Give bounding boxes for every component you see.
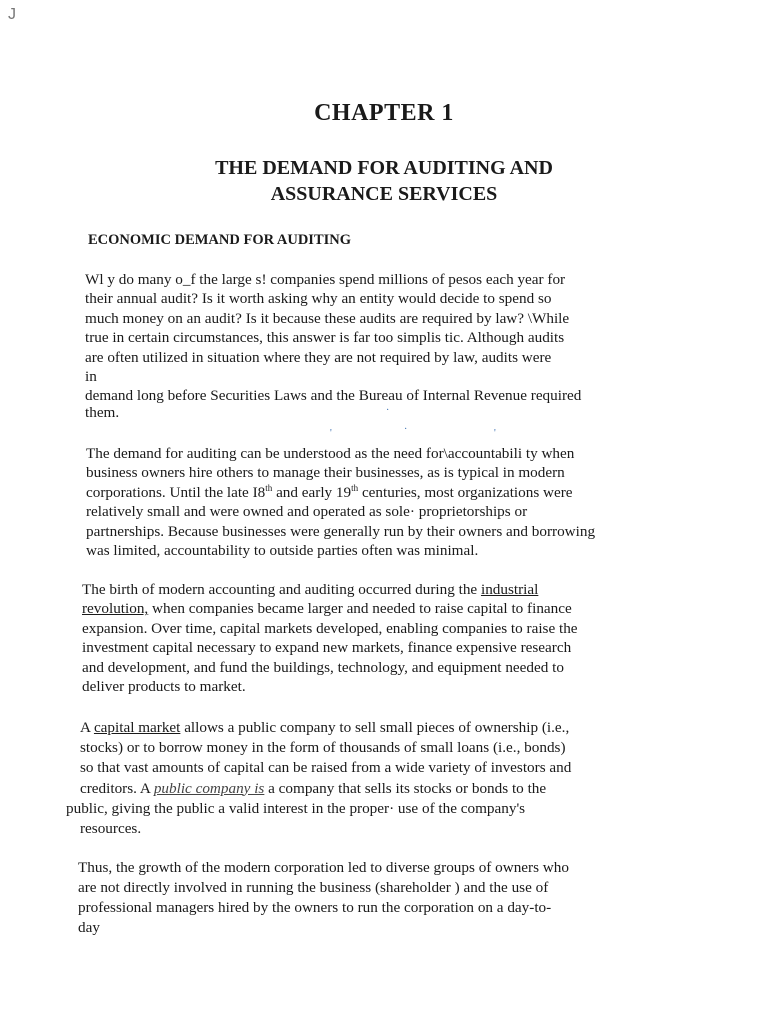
paragraph-2: [86, 444, 662, 560]
title-line-1: THE DEMAND FOR AUDITING AND: [215, 157, 553, 179]
p5-line: professional managers hired by the owners to run the corporation on a day-to-: [78, 899, 552, 916]
title-line-2: ASSURANCE SERVICES: [270, 183, 498, 205]
p4-line: stocks) or to borrow money in the form of thousands of small loans (i.e., bonds): [80, 739, 566, 757]
p3-line: revolution, when companies became larger and needed to raise capital to finance: [82, 600, 572, 618]
paragraph-1: [85, 270, 660, 422]
scan-speck: ': [494, 428, 496, 439]
corner-mark: J: [8, 6, 16, 23]
p5-line: Thus, the growth of the modern corporation led to diverse groups of owners who: [78, 859, 569, 876]
p4-line: resources.: [80, 820, 142, 838]
p1-line: Wl y do many o_f the large s! companies spend millions of pesos each year for: [85, 271, 566, 288]
p2-line: relatively small and were owned and operated as sole· proprietorships or: [86, 503, 528, 521]
p3-line: expansion. Over time, capital markets developed, enabling companies to raise the: [82, 619, 578, 637]
scan-speck: ·: [404, 424, 408, 435]
p1-line: demand long before Securities Laws and the Bureau of Internal Revenue required: [85, 387, 582, 405]
p1-line: their annual audit? Is it worth asking why an entity would decide to spend so: [85, 290, 552, 308]
p3-line: deliver products to market.: [82, 678, 246, 696]
p4-line: A capital market allows a public company to sell small pieces of ownership (i.e.,: [80, 719, 570, 736]
p1-line: true in certain circumstances, this answer is far too simplis tic. Although audits: [85, 329, 565, 347]
p3-line: and development, and fund the buildings, technology, and equipment needed to: [82, 658, 564, 676]
p1-line: much money on an audit? Is it because these audits are required by law? \While: [85, 309, 570, 327]
p2-line: corporations. Until the late I8th and early 19th centuries, most organizations were: [86, 482, 573, 501]
p2-line: The demand for auditing can be understood as the need for\accountabili ty when: [86, 445, 575, 462]
p1-line: are often utilized in situation where they are not required by law, audits were: [85, 348, 552, 366]
chapter-number: CHAPTER 1: [314, 100, 454, 126]
p4-line: so that vast amounts of capital can be raised from a wide variety of investors and: [80, 759, 572, 777]
p4-line: public, giving the public a valid interest in the proper· use of the company's: [66, 799, 526, 817]
public-company-term: public company is: [153, 779, 265, 797]
p1-line: them.: [85, 403, 120, 421]
paragraph-5: [78, 858, 672, 938]
p1-line: in: [85, 368, 97, 386]
paragraph-4: [66, 718, 670, 839]
p2-line: partnerships. Because businesses were generally run by their owners and borrowing: [86, 522, 596, 540]
p5-line: are not directly involved in running the business (shareholder ) and the use of: [78, 879, 549, 896]
chapter-title: [0, 155, 768, 207]
p3-line: investment capital necessary to expand new markets, finance expensive research: [82, 639, 572, 657]
paragraph-3: [82, 580, 666, 696]
p4-line: creditors. A public company is a company that sells its stocks or bonds to the: [80, 779, 547, 797]
p2-line: business owners hire others to manage their businesses, as is typical in modern: [86, 464, 565, 482]
p3-line: The birth of modern accounting and auditing occurred during the industrial: [82, 581, 539, 598]
capital-market-term: capital market: [93, 719, 181, 736]
p2-line: was limited, accountability to outside parties often was minimal.: [86, 542, 479, 560]
scan-speck: ': [330, 428, 332, 439]
industrial-revolution-link: industrial: [480, 581, 539, 598]
section-heading: ECONOMIC DEMAND FOR AUDITING: [88, 232, 352, 248]
p5-line: day: [78, 919, 100, 936]
scan-speck: ·: [386, 405, 390, 416]
